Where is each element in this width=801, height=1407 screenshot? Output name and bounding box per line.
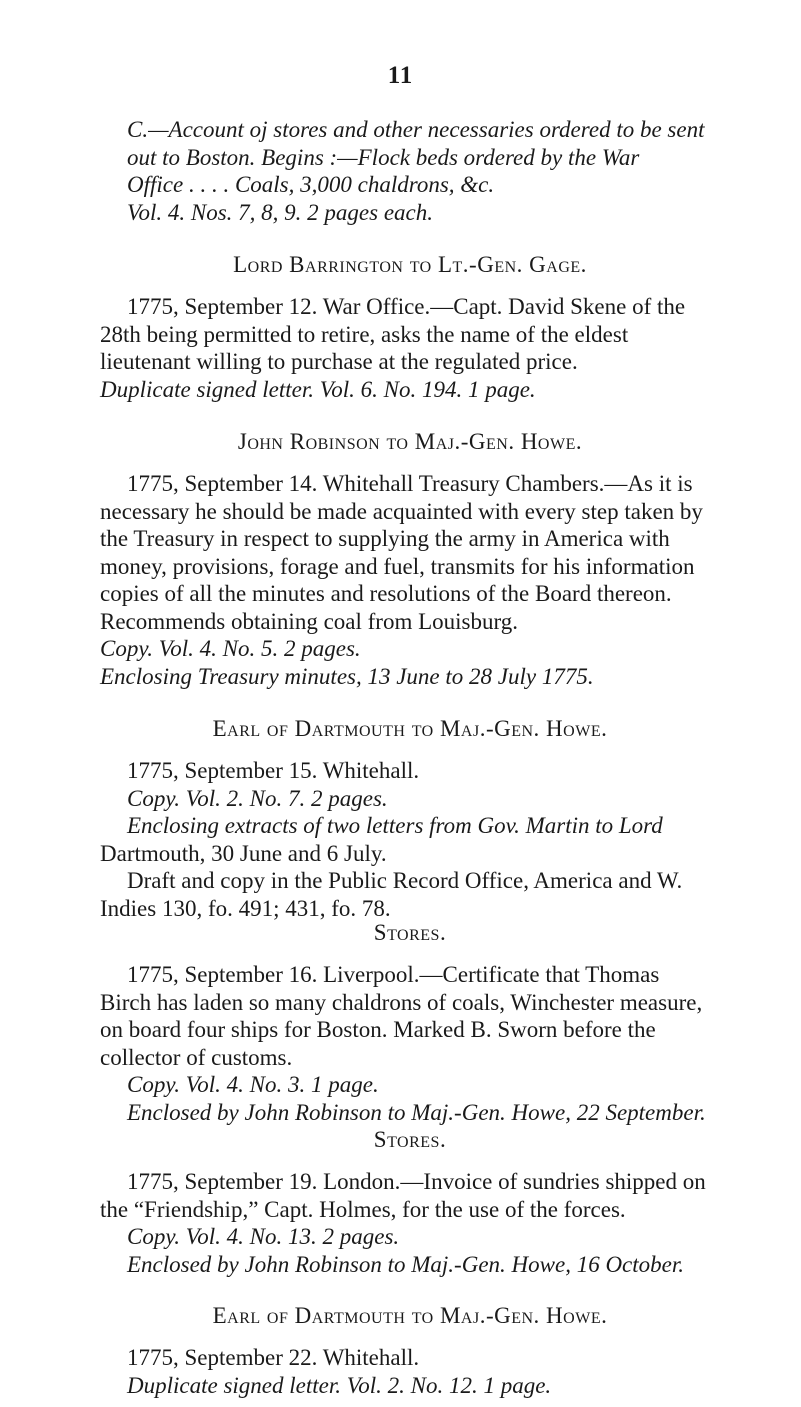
entry-line: Enclosed by John Robinson to Maj.-Gen. Howe, 22 September. — [127, 1099, 706, 1125]
entry-stores-london — [100, 1126, 720, 1154]
entry-body — [100, 470, 720, 690]
entry-line: Duplicate signed letter. Vol. 6. No. 194. 1 page. — [100, 376, 536, 402]
entry-line: 1775, September 15. Whitehall. — [127, 758, 420, 783]
entry-line: Draft and copy in the Public Record Office, America and W. — [127, 868, 683, 893]
entry-line: 28th being permitted to retire, asks the name of the eldest — [100, 321, 629, 347]
entry-body — [100, 1344, 720, 1399]
entry-heading: Stores. — [373, 1127, 447, 1152]
entry-barrington-to-gage — [100, 251, 720, 279]
entry-line: C.—Account oj stores and other necessaries ordered to be sent — [127, 117, 705, 142]
entry-line: on board four ships for Boston. Marked B. Sworn before the — [100, 1017, 656, 1042]
entry-stores-liverpool — [100, 919, 720, 947]
entry-line: Enclosed by John Robinson to Maj.-Gen. Howe, 16 October. — [127, 1251, 685, 1277]
entry-line: the “Friendship,” Capt. Holmes, for the use of the forces. — [100, 1196, 626, 1222]
entry-body — [100, 1168, 720, 1278]
entry-line: out to Boston. Begins :—Flock beds ordered by the War — [127, 144, 640, 170]
entry-line: the Treasury in respect to supplying the army in America with — [100, 526, 670, 551]
entry-line: Enclosing extracts of two letters from Gov. Martin to Lord — [127, 813, 663, 838]
entry-line: 1775, September 19. London.—Invoice of sundries shipped on — [127, 1169, 706, 1194]
entry-dartmouth-to-howe — [100, 715, 720, 743]
page-number: 11 — [387, 62, 414, 89]
entry-line: lieutenant willing to purchase at the regulated price. — [100, 349, 578, 374]
entry-line: Birch has laden so many chaldrons of coals, Winchester measure, — [100, 989, 703, 1015]
entry-line: necessary he should be made acquainted with every step taken by — [100, 498, 703, 524]
entry-line: 1775, September 12. War Office.—Capt. David Skene of the — [127, 294, 686, 319]
entry-line: copies of all the minutes and resolutions of the Board thereon. — [100, 581, 672, 606]
entry-line: 1775, September 22. Whitehall. — [127, 1345, 420, 1370]
entry-dartmouth-to-howe-2 — [100, 1302, 720, 1330]
entry-line: money, provisions, forage and fuel, transmits for his information — [100, 553, 695, 579]
entry-body — [100, 293, 720, 403]
entry-line: Copy. Vol. 2. No. 7. 2 pages. — [127, 785, 388, 811]
entry-line: collector of customs. — [100, 1044, 293, 1070]
entry-line: 1775, September 14. Whitehall Treasury Chambers.—As it is — [127, 471, 693, 496]
entry-line: Duplicate signed letter. Vol. 2. No. 12. 1 page. — [127, 1372, 552, 1398]
entry-line: Office . . . . Coals, 3,000 chaldrons, &c. — [127, 172, 495, 197]
entry-heading: Earl of Dartmouth to Maj.-Gen. Howe. — [212, 1303, 608, 1328]
entry-line: Dartmouth, 30 June and 6 July. — [100, 840, 387, 866]
entry-line: Vol. 4. Nos. 7, 8, 9. 2 pages each. — [127, 199, 434, 225]
entry-line: Indies 130, fo. 491; 431, fo. 78. — [100, 895, 391, 921]
entry-line: Copy. Vol. 4. No. 3. 1 page. — [127, 1072, 379, 1097]
entry-heading: Lord Barrington to Lt.-Gen. Gage. — [233, 252, 587, 277]
entry-line: Copy. Vol. 4. No. 5. 2 pages. — [100, 636, 361, 661]
entry-body — [100, 961, 720, 1126]
entry-heading: Stores. — [373, 920, 447, 945]
entry-line: Copy. Vol. 4. No. 13. 2 pages. — [127, 1224, 400, 1249]
entry-robinson-to-howe — [100, 428, 720, 456]
entry-line: 1775, September 16. Liverpool.—Certificate that Thomas — [127, 962, 660, 987]
entry-line: Recommends obtaining coal from Louisburg. — [100, 608, 518, 634]
entry-account-of-stores — [100, 116, 720, 226]
entry-line: Enclosing Treasury minutes, 13 June to 28 July 1775. — [100, 663, 594, 689]
entry-heading: Earl of Dartmouth to Maj.-Gen. Howe. — [212, 716, 608, 741]
entry-heading: John Robinson to Maj.-Gen. Howe. — [237, 429, 583, 454]
entry-body — [100, 757, 720, 922]
